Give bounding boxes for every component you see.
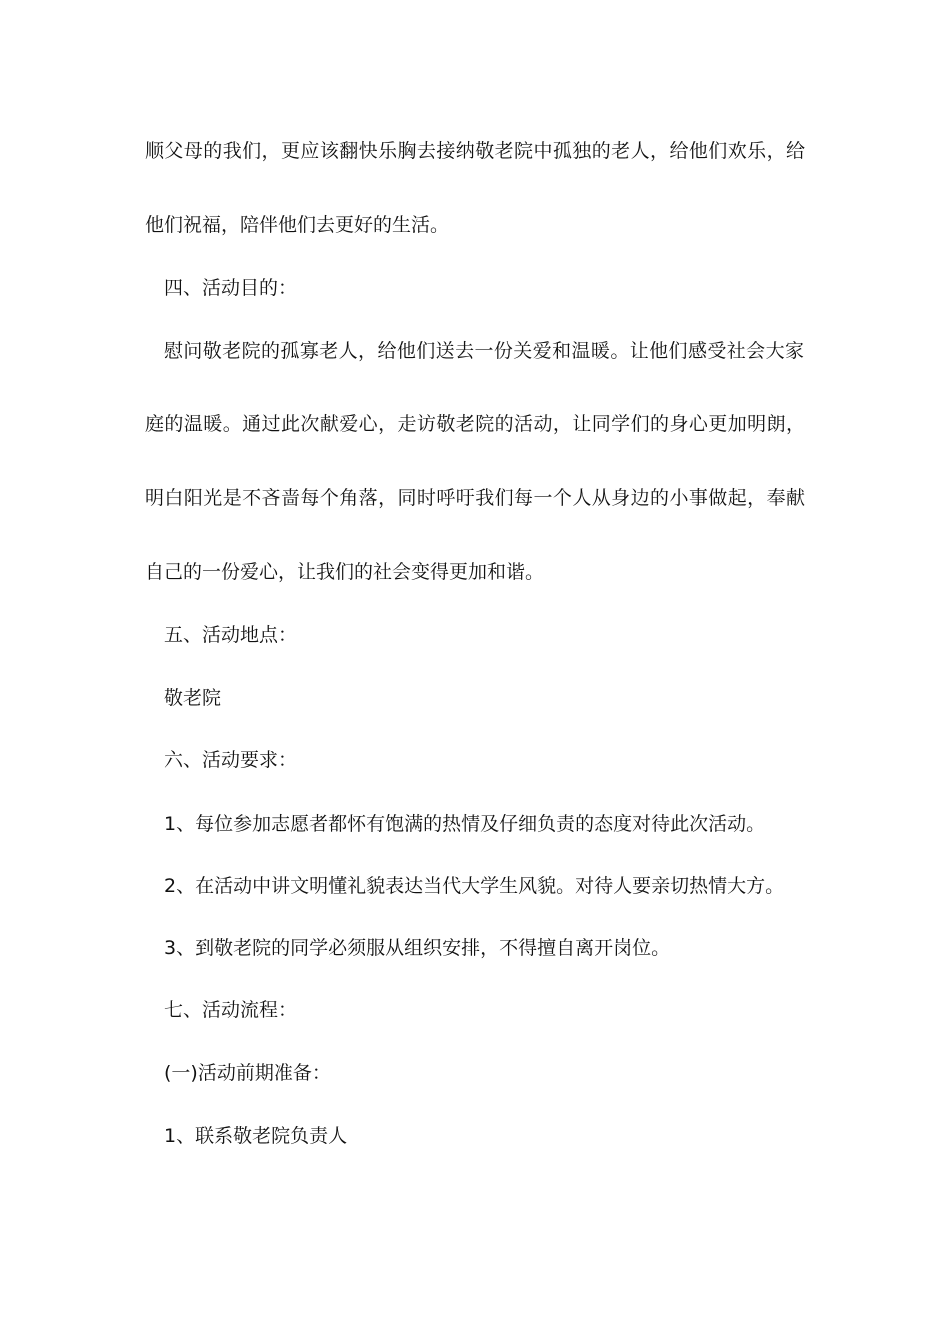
requirement-item-3: 3、到敬老院的同学必须服从组织安排，不得擅自离开岗位。 xyxy=(164,937,671,959)
requirement-item-2: 2、在活动中讲文明懂礼貌表达当代大学生风貌。对待人要亲切热情大方。 xyxy=(164,875,785,897)
subsection-heading: (一)活动前期准备： xyxy=(164,1062,331,1084)
section-heading-5: 五、活动地点： xyxy=(164,624,298,646)
paragraph-line-6: 自己的一份爱心，让我们的社会变得更加和谐。 xyxy=(145,561,545,583)
location-text: 敬老院 xyxy=(164,687,222,709)
paragraph-line-5: 明白阳光是不吝啬每个角落，同时呼吁我们每一个人从身边的小事做起，奉献 xyxy=(145,487,805,509)
process-item-1: 1、联系敬老院负责人 xyxy=(164,1125,348,1147)
paragraph-line-4: 庭的温暖。通过此次献爱心，走访敬老院的活动，让同学们的身心更加明朗， xyxy=(145,413,805,435)
section-heading-6: 六、活动要求： xyxy=(164,749,298,771)
paragraph-line-2: 他们祝福，陪伴他们去更好的生活。 xyxy=(145,214,450,236)
paragraph-line-1: 顺父母的我们，更应该翻快乐胸去接纳敬老院中孤独的老人，给他们欢乐，给 xyxy=(145,140,805,162)
section-heading-7: 七、活动流程： xyxy=(164,999,298,1021)
section-heading-4: 四、活动目的： xyxy=(164,277,298,299)
paragraph-line-3: 慰问敬老院的孤寡老人，给他们送去一份关爱和温暖。让他们感受社会大家 xyxy=(164,340,804,362)
requirement-item-1: 1、每位参加志愿者都怀有饱满的热情及仔细负责的态度对待此次活动。 xyxy=(164,813,766,835)
